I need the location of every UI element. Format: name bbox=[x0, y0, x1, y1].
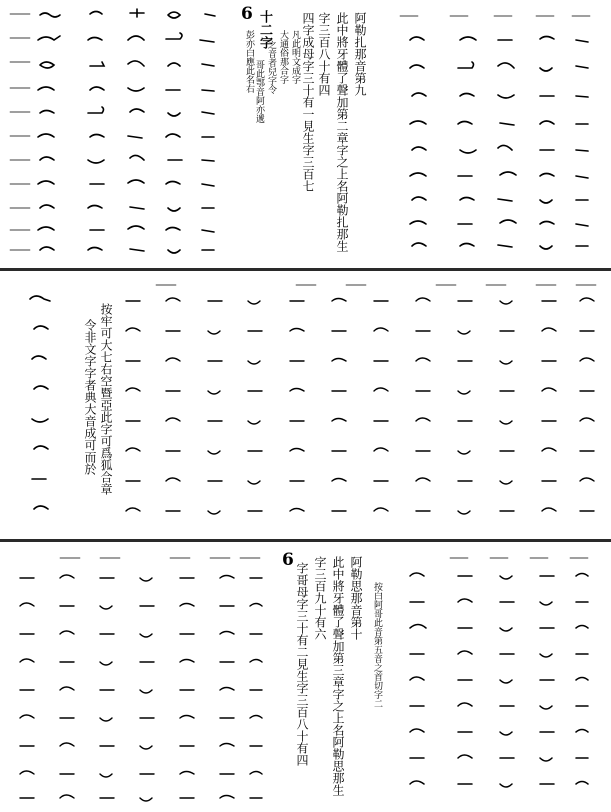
center-text-column: 阿勒扎那音第九 bbox=[353, 12, 367, 96]
annotation-column: 之音者兒字令 bbox=[266, 40, 276, 94]
annotation-column: 彭亦白應此名右 bbox=[244, 30, 254, 93]
center-text-column: 阿勒思那音第十 bbox=[349, 556, 363, 640]
annotation-column: 按白阿哥此音第五音之首切字二 bbox=[372, 582, 382, 708]
center-text-column: 字哥母字三十有二見生字三百八十有四 bbox=[295, 562, 309, 766]
page-panel-1 bbox=[0, 0, 611, 268]
script-chart-left bbox=[0, 542, 270, 812]
page-panel-2 bbox=[0, 271, 611, 539]
center-text-column: 此中將牙體了聲加第三章字之上名阿勒思那生 bbox=[331, 556, 345, 796]
annotation-column: 按牢可大七右空暨亞此字可爲狐合章 bbox=[99, 303, 113, 495]
center-text-column: 此中將牙體了聲加第二章字之上名阿勒扎那生 bbox=[335, 12, 349, 252]
page-number: 6 bbox=[241, 4, 253, 24]
annotation-column: 大通俗那合字 bbox=[278, 30, 288, 84]
center-heading: 十二字 bbox=[257, 10, 272, 49]
center-text-column: 四字成母字三十有一見生字三百七 bbox=[301, 12, 315, 192]
annotation-column: 哥此鄂音阿亦遞 bbox=[254, 60, 264, 123]
script-chart-left bbox=[0, 271, 80, 539]
script-chart-main bbox=[116, 271, 611, 539]
page-number: 6 bbox=[282, 550, 294, 570]
center-text-column: 字三百九十有六 bbox=[313, 556, 327, 640]
annotation-column: 凡此明文成字 bbox=[290, 30, 300, 84]
script-chart-right bbox=[390, 542, 610, 812]
center-text-column: 字三百八十有四 bbox=[317, 12, 331, 96]
script-chart-right bbox=[390, 0, 610, 268]
annotation-column: 令非文字字者典大音成可而於 bbox=[83, 319, 97, 475]
page-panel-3 bbox=[0, 542, 611, 812]
script-chart-left bbox=[0, 0, 230, 268]
